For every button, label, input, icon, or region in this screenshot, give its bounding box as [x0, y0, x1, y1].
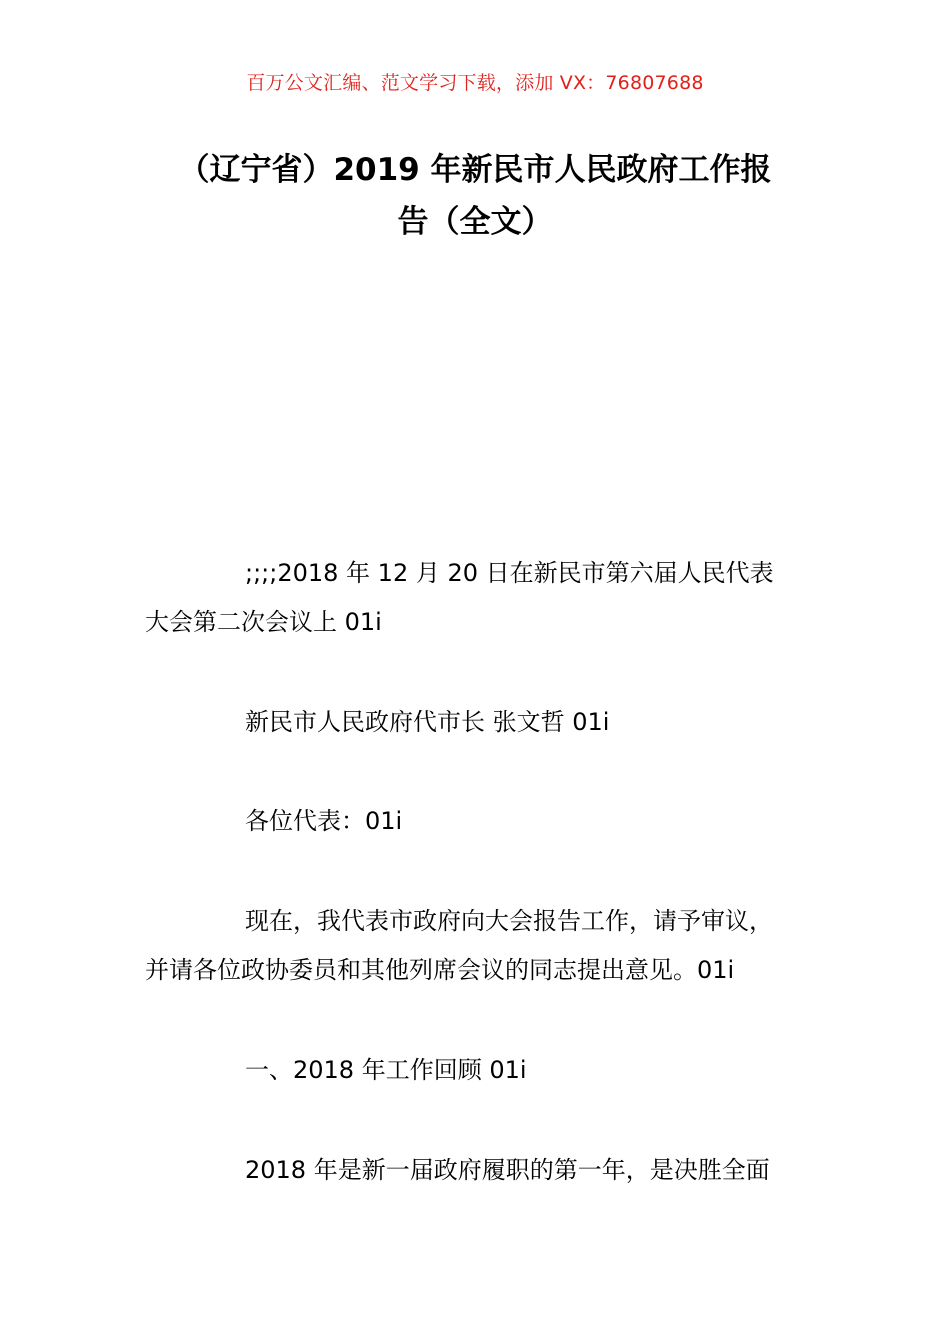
paragraph-4-line-2: 并请各位政协委员和其他列席会议的同志提出意见。01i [145, 956, 735, 984]
paragraph-2-line-1: 新民市人民政府代市长 张文哲 01i [245, 708, 610, 736]
paragraph-1-line-1: ;;;;2018 年 12 月 20 日在新民市第六届人民代表 [245, 559, 774, 587]
paragraph-3-line-1: 各位代表：01i [245, 807, 403, 835]
paragraph-1-line-2: 大会第二次会议上 01i [145, 608, 382, 636]
paragraph-5-line-1: 一、2018 年工作回顾 01i [245, 1056, 527, 1084]
document-title-line-2: 告（全文） [397, 204, 553, 240]
paragraph-6-line-1: 2018 年是新一届政府履职的第一年，是决胜全面 [245, 1156, 770, 1184]
document-title-line-1: （辽宁省）2019 年新民市人民政府工作报 [178, 152, 772, 188]
header-promo-text: 百万公文汇编、范文学习下载，添加 VX：76807688 [246, 72, 704, 94]
paragraph-4-line-1: 现在，我代表市政府向大会报告工作，请予审议， [245, 907, 773, 935]
